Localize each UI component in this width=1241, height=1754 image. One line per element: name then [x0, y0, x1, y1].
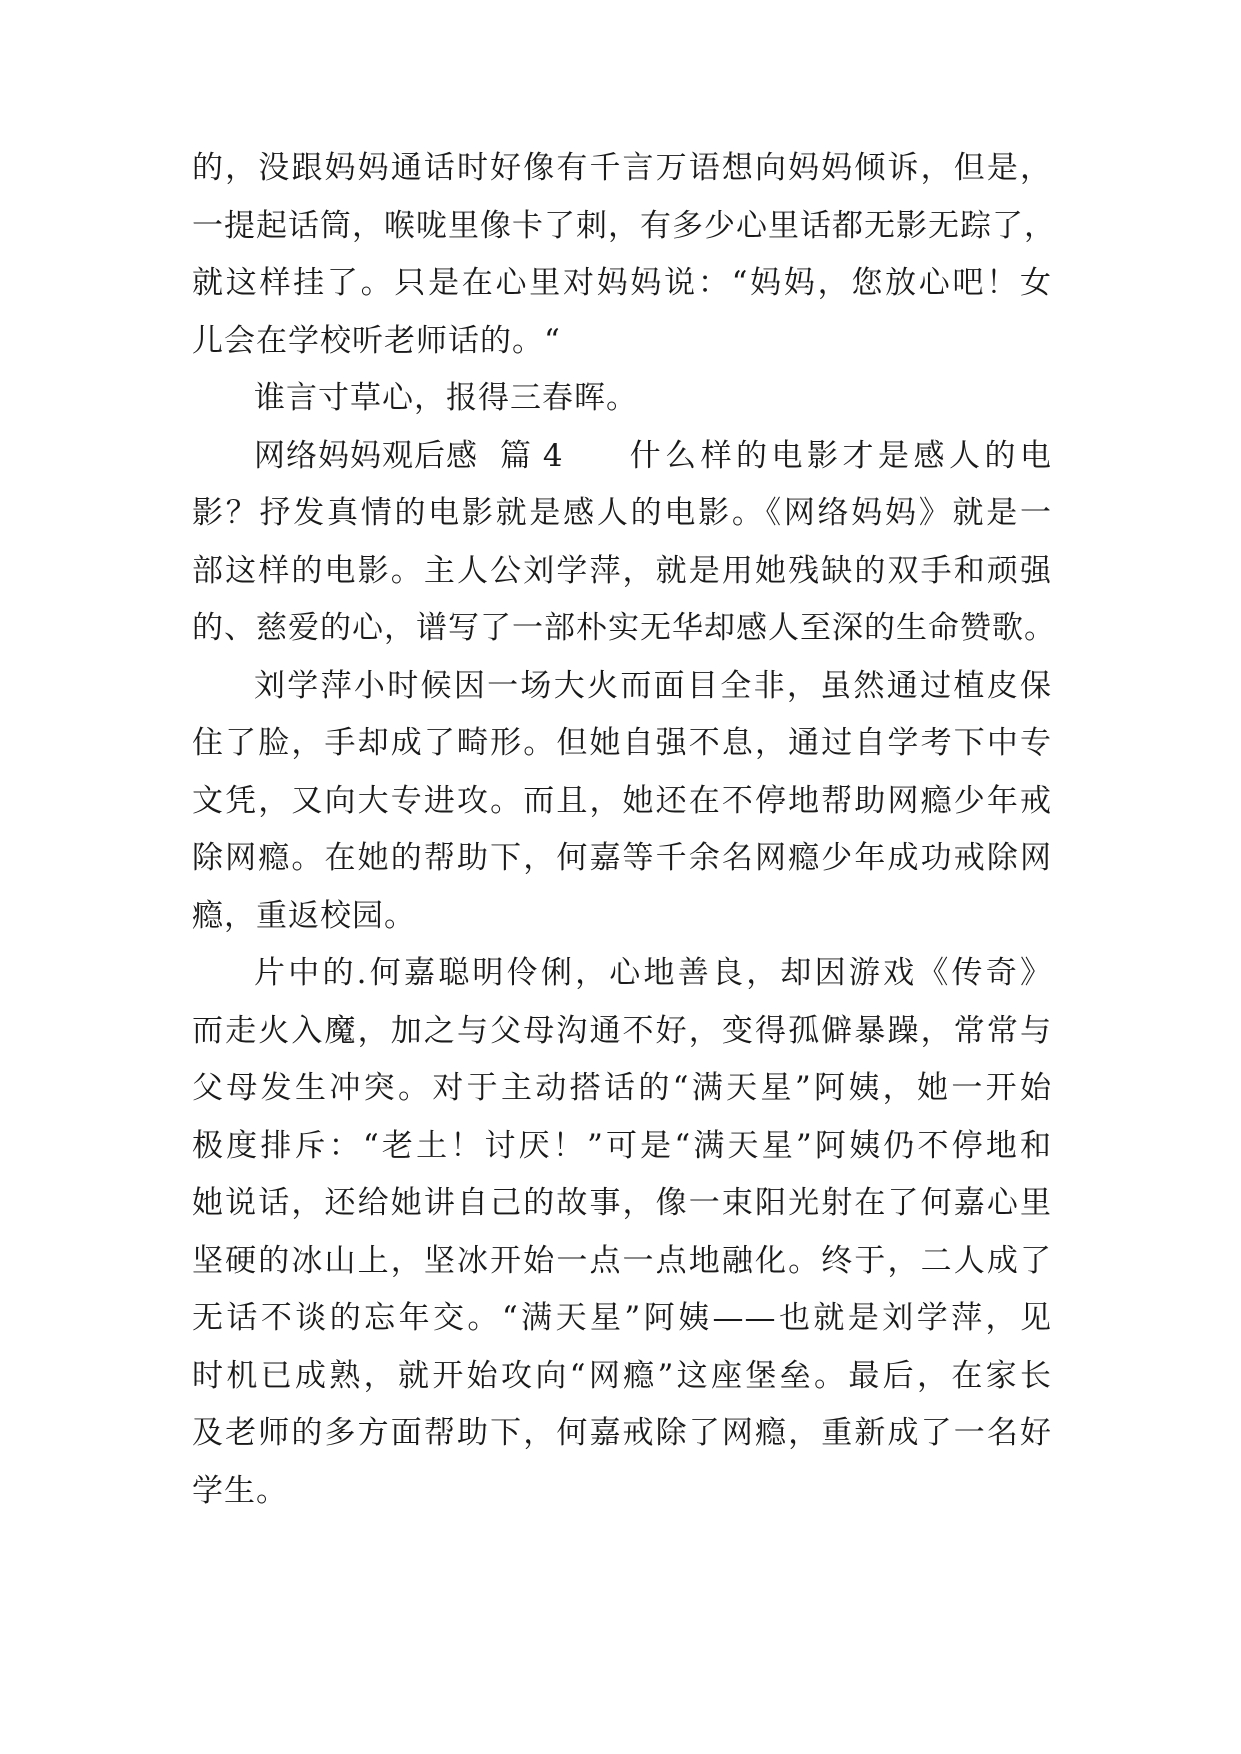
text-line: 时机已成熟，就开始攻向“网瘾”这座堡垒。最后，在家长	[192, 1357, 1052, 1394]
text-line: 瘾，重返校园。	[192, 897, 416, 934]
text-line: 的、慈爱的心，谱写了一部朴实无华却感人至深的生命赞歌。	[192, 610, 1056, 646]
text-line: 片中的.何嘉聪明伶俐，心地善良，却因游戏《传奇》	[254, 955, 1052, 991]
text-line: 她说话，还给她讲自己的故事，像一束阳光射在了何嘉心里	[192, 1185, 1052, 1221]
paragraph-quote	[192, 370, 1052, 428]
text-line: 父母发生冲突。对于主动搭话的“满天星”阿姨，她一开始	[192, 1070, 1052, 1106]
text-line: 刘学萍小时候因一场大火而面目全非，虽然通过植皮保	[254, 667, 1052, 704]
text-line: 无话不谈的忘年交。“满天星”阿姨——也就是刘学萍，见	[192, 1300, 1052, 1336]
section-heading-line	[192, 428, 1052, 486]
text-line: 就这样挂了。只是在心里对妈妈说：“妈妈，您放心吧！女	[192, 265, 1052, 301]
paragraph-section-4	[192, 428, 1056, 658]
text-line: 谁言寸草心，报得三春晖。	[254, 380, 638, 416]
paragraph	[192, 945, 1052, 1520]
text-line: 部这样的电影。主人公刘学萍，就是用她残缺的双手和顽强	[192, 552, 1052, 589]
text-line: 儿会在学校听老师话的。“	[192, 322, 561, 359]
section-number: 篇 4	[500, 437, 564, 474]
text-line: 影？抒发真情的电影就是感人的电影。《网络妈妈》就是一	[192, 495, 1052, 531]
text-line: 除网瘾。在她的帮助下，何嘉等千余名网瘾少年成功戒除网	[192, 840, 1052, 876]
text-line: 住了脸，手却成了畸形。但她自强不息，通过自学考下中专	[192, 725, 1052, 761]
text-line: 的，没跟妈妈通话时好像有千言万语想向妈妈倾诉，但是，	[192, 150, 1052, 186]
text-line: 学生。	[192, 1472, 288, 1509]
paragraph	[192, 658, 1052, 946]
paragraph-continuation	[192, 140, 1056, 370]
text-line: 极度排斥：“老土！讨厌！”可是“满天星”阿姨仍不停地和	[192, 1127, 1052, 1164]
text-line: 而走火入魔，加之与父母沟通不好，变得孤僻暴躁，常常与	[192, 1012, 1052, 1049]
text-line: 坚硬的冰山上，坚冰开始一点一点地融化。终于，二人成了	[192, 1242, 1052, 1279]
text-line: 什么样的电影才是感人的电	[629, 437, 1052, 474]
document-page	[192, 140, 1056, 1520]
text-line: 一提起话筒，喉咙里像卡了刺，有多少心里话都无影无踪了，	[192, 207, 1056, 244]
text-line: 及老师的多方面帮助下，何嘉戒除了网瘾，重新成了一名好	[192, 1415, 1052, 1451]
section-title: 网络妈妈观后感	[254, 437, 478, 474]
text-line: 文凭，又向大专进攻。而且，她还在不停地帮助网瘾少年戒	[192, 782, 1052, 819]
